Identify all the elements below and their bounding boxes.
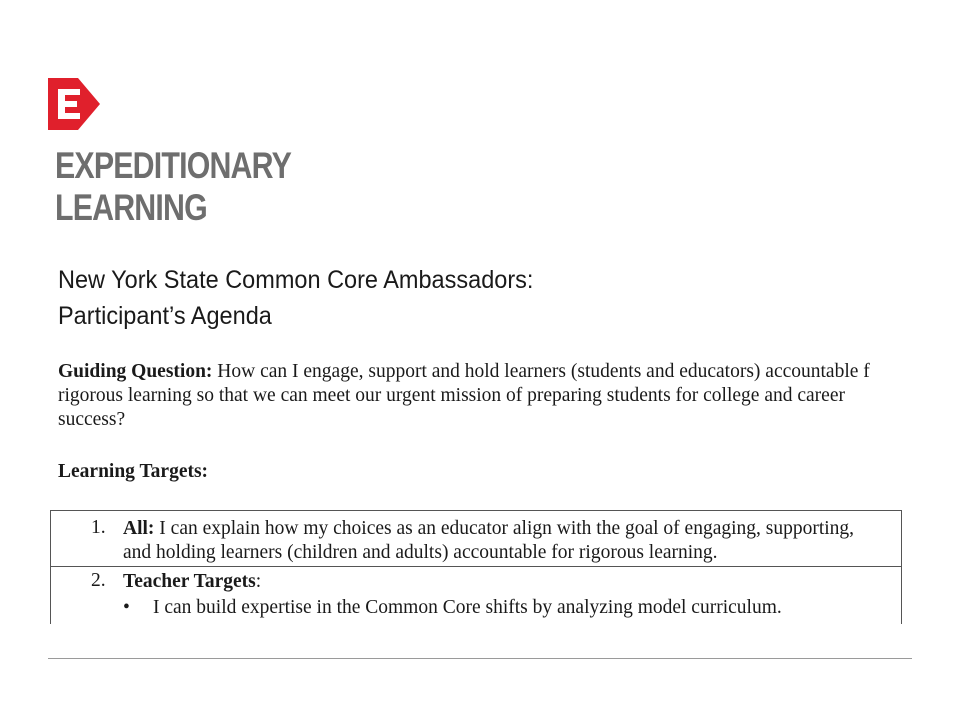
row-line2: and holding learners (children and adults) accountable for rigorous learning. [123,542,718,563]
row-line1: I can explain how my choices as an educator align with the goal of engaging, supporting, [154,518,855,539]
row-label-suffix: : [255,571,262,592]
bullet-text: I can build expertise in the Common Core shifts by analyzing model curriculum. [153,597,782,618]
bottom-divider [48,658,912,659]
title-line2: Participant’s Agenda [58,302,272,330]
expeditionary-learning-logo-icon [48,78,100,130]
bullet-icon: • [123,597,130,618]
guiding-text1: How can I engage, support and hold learners (students and educators) accountable f [212,361,870,382]
guiding-label: Guiding Question: [58,361,213,382]
row-text [123,517,854,565]
learning-targets-heading: Learning Targets: [58,461,209,482]
row-label: Teacher Targets [123,571,256,592]
guiding-line3: success? [58,409,126,430]
row-number: 1. [91,517,106,538]
guiding-line1 [58,360,928,384]
title-line1: New York State Common Core Ambassadors: [58,266,534,294]
logo-wordmark-line1: EXPEDITIONARY [55,145,292,186]
row-label: All: [123,518,155,539]
guiding-question [58,360,928,432]
document-title [58,262,533,334]
row-text [123,570,261,594]
table-row [51,511,901,567]
logo-wordmark-line2: LEARNING [55,187,207,228]
guiding-line2: rigorous learning so that we can meet our urgent mission of preparing students for college and career [58,385,845,406]
row-number: 2. [91,570,106,591]
learning-targets-table [50,510,902,624]
